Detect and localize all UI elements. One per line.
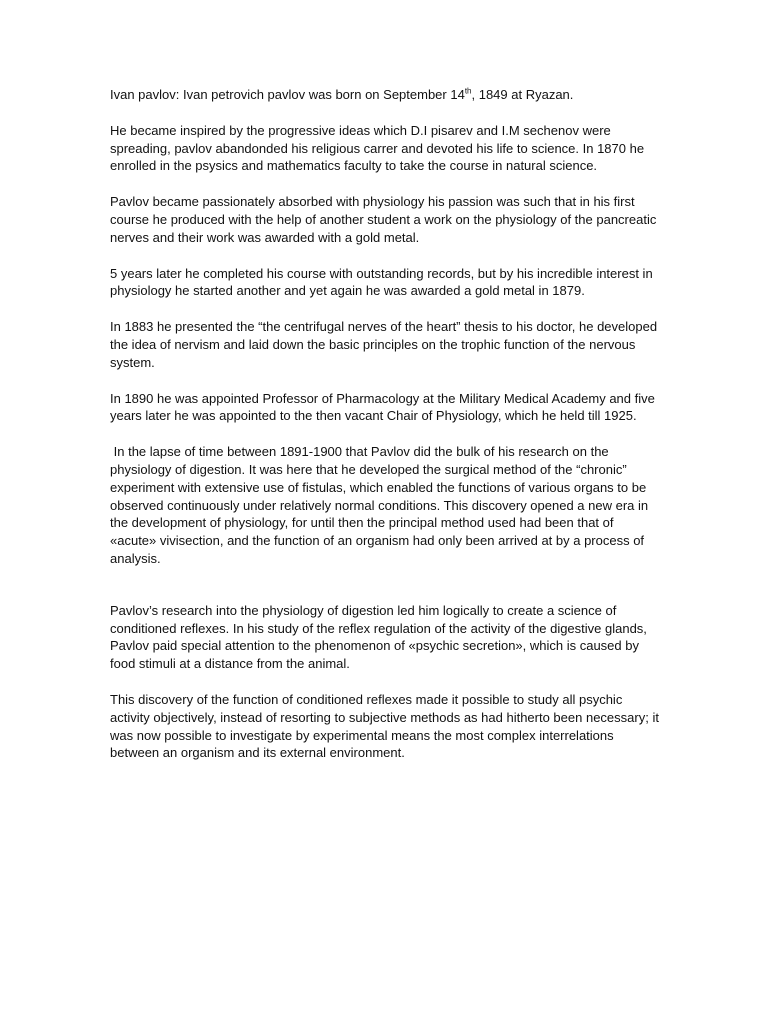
- paragraph-conditioned-reflexes: Pavlov’s research into the physiology of digestion led him logically to create a science of conditioned reflexes. In his study of the reflex regulation of the activity of the digestive glands, Pavlov paid special attention to the phenomenon of «psychic secretion», which is caused by food stimuli at a distance from the animal.: [110, 602, 647, 672]
- paragraph-digestion-research: In the lapse of time between 1891-1900 that Pavlov did the bulk of his research on the physiology of digestion. It was here that he developed the surgical method of the “chronic” experiment with extensive use of fistulas, which enabled the functions of various organs to be observed continuously under relatively normal conditions. This discovery opened a new era in the development of physiology, for until then the principal method used had been that of «acute» vivisection, and the function of an organism had only been arrived at by a process of analysis.: [110, 444, 652, 566]
- paragraph-gold-medal: 5 years later he completed his course with outstanding records, but by his incredible interest in physiology he started another and yet again he was awarded a gold metal in 1879.: [110, 265, 653, 299]
- paragraph-inspiration: He became inspired by the progressive ideas which D.I pisarev and I.M sechenov were spreading, pavlov abandonded his religious carrer and devoted his life to science. In 1870 he enrolled in the psysics and mathematics faculty to take the course in natural science.: [110, 122, 645, 174]
- paragraph-text: Ivan pavlov: Ivan petrovich pavlov was born on September 14: [110, 87, 465, 102]
- paragraph-professorship: In 1890 he was appointed Professor of Pharmacology at the Military Medical Academy and five years later he was appointed to the then vacant Chair of Physiology, which he held till 1925.: [110, 390, 655, 424]
- paragraph-psychic-activity: This discovery of the function of conditioned reflexes made it possible to study all psychic activity objectively, instead of resorting to subjective methods as had hitherto been necessary; it was now possible to investigate by experimental means the most complex interrelations between an organism and its external environment.: [110, 691, 659, 761]
- paragraph-physiology-passion: Pavlov became passionately absorbed with physiology his passion was such that in his first course he produced with the help of another student a work on the physiology of the pancreatic nerves and their work was awarded with a gold metal.: [110, 194, 657, 245]
- superscript-ordinal: th: [464, 86, 472, 96]
- paragraph-birth: [110, 86, 660, 104]
- document-page: [110, 86, 660, 780]
- paragraph-thesis: In 1883 he presented the “the centrifugal nerves of the heart” thesis to his doctor, he developed the idea of nervism and laid down the basic principles on the trophic function of the nervous system.: [110, 319, 658, 370]
- paragraph-text: , 1849 at Ryazan.: [471, 87, 574, 102]
